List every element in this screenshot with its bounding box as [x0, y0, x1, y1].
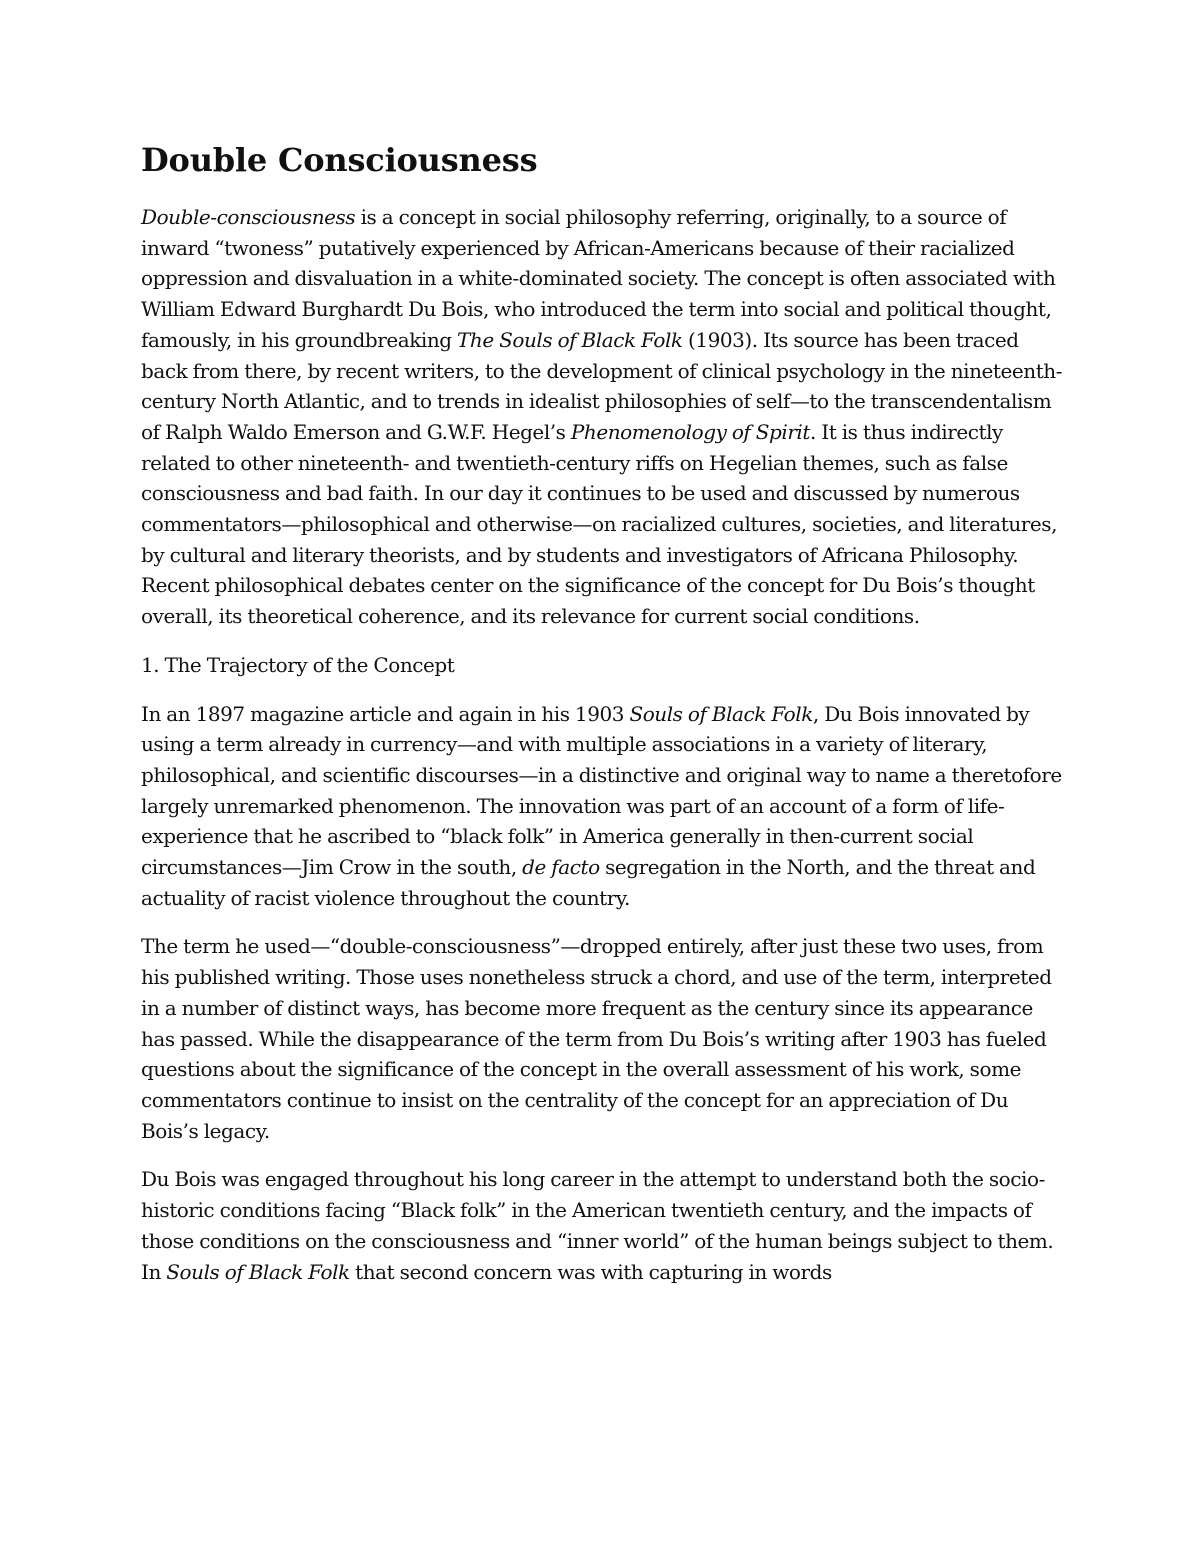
body-paragraph	[141, 1164, 1066, 1287]
intro-paragraph	[141, 202, 1066, 632]
text-run: is a concept in social philosophy referring, originally, to a source of inward “twoness” putatively experienced by African-Americans because of their racialized oppression and disvaluation in a white-dominated society. The concept is often associated with William Edward Burghardt Du Bois, who introduced the term into social and political thought, famously, in his groundbreaking	[141, 205, 1056, 352]
section-heading: 1. The Trajectory of the Concept	[141, 652, 455, 677]
book-title-italic: The Souls of Black Folk	[457, 327, 683, 352]
text-run: . It is thus indirectly related to other nineteenth- and twentieth-century riffs on Hegelian themes, such as false consciousness and bad faith. In our day it continues to be used and discussed by numerous commentators—philosophical and otherwise—on racialized cultures, societies, and literatures, by cultural and literary theorists, and by students and investigators of Africana Philosophy. Recent philosophical debates center on the significance of the concept for Du Bois’s thought overall, its theoretical coherence, and its relevance for current social conditions.	[141, 419, 1057, 629]
book-title-italic: Phenomenology of Spirit	[570, 419, 810, 444]
document-page	[141, 138, 1066, 1305]
text-run: Du Bois was engaged throughout his long career in the attempt to understand both the socio-historic conditions facing “Black folk” in the American twentieth century, and the impacts of those conditions on the consciousness and “inner world” of the human beings subject to them. In	[141, 1167, 1054, 1284]
text-run: (1903). Its source has been traced back from there, by recent writers, to the development of clinical psychology in the nineteenth-century North Atlantic, and to trends in idealist philosophies of self—to the transcendentalism of Ralph Waldo Emerson and G.W.F. Hegel’s	[141, 327, 1063, 444]
book-title-italic: Souls of Black Folk	[629, 701, 813, 726]
book-title-italic: Souls of Black Folk	[166, 1259, 350, 1284]
term-italic: Double-consciousness	[141, 205, 356, 229]
text-run: that second concern was with capturing in words	[349, 1259, 832, 1284]
text-run: In an 1897 magazine article and again in his 1903	[141, 701, 630, 726]
document-title: Double Consciousness	[141, 141, 538, 179]
term-italic: de facto	[522, 855, 600, 880]
text-run: , Du Bois innovated by using a term already in currency—and with multiple associations in a variety of literary, philosophical, and scientific discourses—in a distinctive and original way to name a theretofore largely unremarked phenomenon. The innovation was part of an account of a form of life-experience that he ascribed to “black folk” in America generally in then-current social circumstances—Jim Crow in the south,	[141, 701, 1062, 880]
text-run: segregation in the North, and the threat and actuality of racist violence throughout the country.	[141, 855, 1036, 910]
body-paragraph	[141, 699, 1066, 914]
body-paragraph: The term he used—“double-consciousness”—dropped entirely, after just these two uses, from his published writing. Those uses nonetheless struck a chord, and use of the term, interpreted in a number of distinct ways, has become more frequent as the century since its appearance has passed. While the disappearance of the term from Du Bois’s writing after 1903 has fueled questions about the significance of the concept in the overall assessment of his work, some commentators continue to insist on the centrality of the concept for an appreciation of Du Bois’s legacy.	[141, 934, 1052, 1143]
